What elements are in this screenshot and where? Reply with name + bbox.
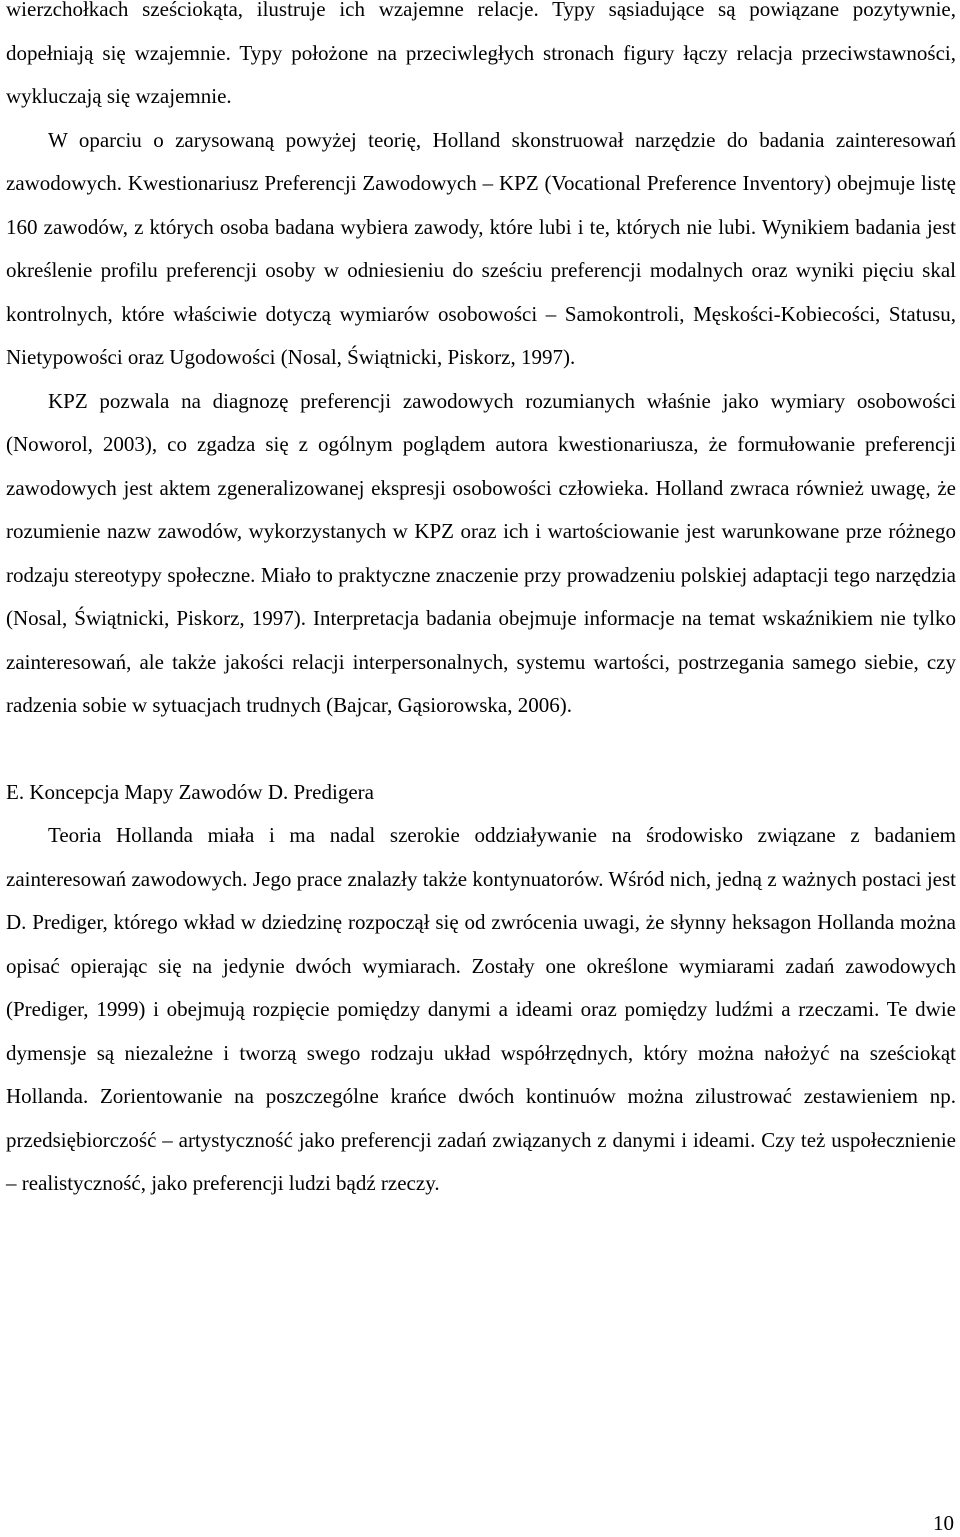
- body-paragraph: Teoria Hollanda miała i ma nadal szerokie oddziaływanie na środowisko związane z badaniem zainteresowań zawodowych. Jego prace znalazły także kontynuatorów. Wśród nich, jedną z ważnych postaci jest D. Prediger, którego wkład w dziedzinę rozpoczął się od zwrócenia uwagi, że słynny heksagon Hollanda można opisać opierając się na jedynie dwóch wymiarach. Zostały one określone wymiarami zadań zawodowych (Prediger, 1999) i obejmują rozpięcie pomiędzy danymi a ideami oraz pomiędzy ludźmi a rzeczami. Te dwie dymensje są niezależne i tworzą swego rodzaju układ współrzędnych, który można nałożyć na sześciokąt Hollanda. Zorientowanie na poszczególne krańce dwóch kontinuów można zilustrować zestawieniem np. przedsiębiorczość – artystyczność jako preferencji zadań związanych z danymi i ideami. Czy też uspołecznienie – realistyczność, jako preferencji ludzi bądź rzeczy.: [6, 823, 956, 1195]
- page-number: 10: [933, 1511, 954, 1535]
- body-paragraph: wierzchołkach sześciokąta, ilustruje ich wzajemne relacje. Typy sąsiadujące są powiązane pozytywnie, dopełniają się wzajemnie. Typy położone na przeciwległych stronach figury łączy relacja przeciwstawności, wykluczają się wzajemnie.: [6, 0, 956, 108]
- section-heading: E. Koncepcja Mapy Zawodów D. Predigera: [6, 779, 374, 804]
- document-page: [6, 0, 956, 1206]
- body-paragraph: W oparciu o zarysowaną powyżej teorię, Holland skonstruował narzędzie do badania zainteresowań zawodowych. Kwestionariusz Preferencji Zawodowych – KPZ (Vocational Preference Inventory) obejmuje listę 160 zawodów, z których osoba badana wybiera zawody, które lubi i te, których nie lubi. Wynikiem badania jest określenie profilu preferencji osoby w odniesieniu do sześciu preferencji modalnych oraz wyniki pięciu skal kontrolnych, które właściwie dotyczą wymiarów osobowości – Samokontroli, Męskości-Kobiecości, Statusu, Nietypowości oraz Ugodowości (Nosal, Świątnicki, Piskorz, 1997).: [6, 127, 956, 369]
- body-paragraph: KPZ pozwala na diagnozę preferencji zawodowych rozumianych właśnie jako wymiary osobowości (Noworol, 2003), co zgadza się z ogólnym poglądem autora kwestionariusza, że formułowanie preferencji zawodowych jest aktem zgeneralizowanej ekspresji osobowości człowieka. Holland zwraca również uwagę, że rozumienie nazw zawodów, wykorzystanych w KPZ oraz ich i wartościowanie jest warunkowane prze różnego rodzaju stereotypy społeczne. Miało to praktyczne znaczenie przy prowadzeniu polskiej adaptacji tego narzędzia (Nosal, Świątnicki, Piskorz, 1997). Interpretacja badania obejmuje informacje na temat wskaźnikiem nie tylko zainteresowań, ale także jakości relacji interpersonalnych, systemu wartości, postrzegania samego siebie, czy radzenia sobie w sytuacjach trudnych (Bajcar, Gąsiorowska, 2006).: [6, 388, 956, 717]
